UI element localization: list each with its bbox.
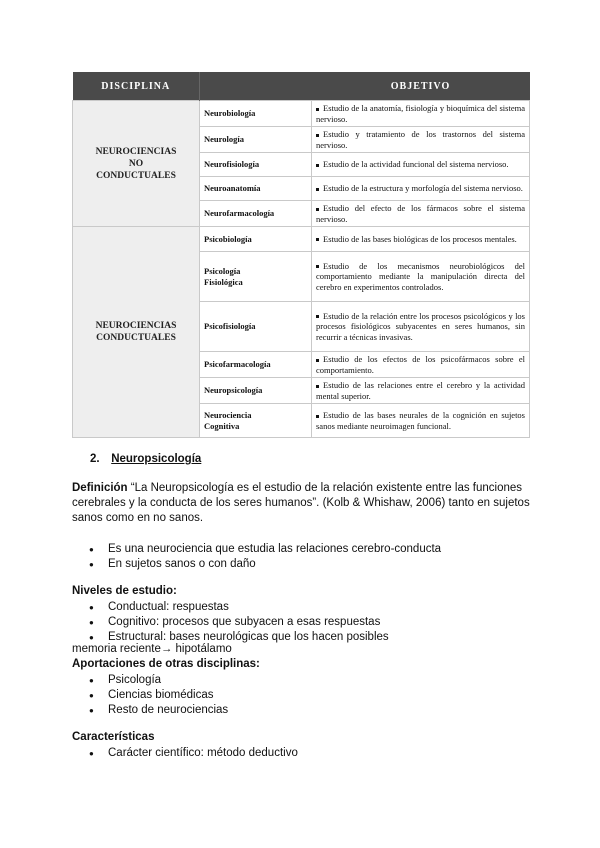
list-item: ● Cognitivo: procesos que subyacen a esas respuestas bbox=[88, 615, 389, 630]
objective-text: Estudio de las bases biológicas de los procesos mentales. bbox=[323, 233, 517, 244]
objective-text: Estudio y tratamiento de los trastornos del sistema nervioso. bbox=[316, 129, 525, 150]
objective-text: Estudio del efecto de los fármacos sobre el sistema nervioso. bbox=[316, 203, 525, 224]
objective-cell bbox=[312, 302, 530, 352]
objective-cell bbox=[312, 227, 530, 252]
group-label-line: NO bbox=[128, 158, 144, 169]
table-row bbox=[73, 101, 530, 127]
subdiscipline-cell bbox=[200, 352, 312, 378]
bullet-icon bbox=[316, 359, 319, 362]
list-item: ● Resto de neurociencias bbox=[88, 703, 228, 718]
subdiscipline-name: Neuroanatomía bbox=[204, 183, 261, 193]
levels-list bbox=[88, 600, 389, 645]
objective-cell bbox=[312, 101, 530, 127]
objective-cell bbox=[312, 177, 530, 201]
header-objective: OBJETIVO bbox=[312, 72, 530, 101]
levels-note: memoria reciente→ hipotálamo bbox=[72, 643, 232, 655]
objective-text: Estudio de la anatomía, fisiología y bioquímica del sistema nervioso. bbox=[316, 103, 525, 124]
objective-text: Estudio de la estructura y morfología del sistema nervioso. bbox=[323, 183, 523, 194]
bullet-icon bbox=[316, 108, 319, 111]
bullet-icon bbox=[316, 208, 319, 211]
subdiscipline-cell bbox=[200, 302, 312, 352]
disciplines-table bbox=[72, 72, 530, 438]
header-spacer bbox=[200, 72, 312, 101]
subdiscipline-name: Psicología bbox=[204, 265, 241, 276]
list-item: ● Psicología bbox=[88, 673, 228, 688]
subdiscipline-name: Psicofarmacología bbox=[204, 359, 271, 369]
objective-text: Estudio de las relaciones entre el cerebro y la actividad mental superior. bbox=[316, 380, 525, 401]
bullet-icon bbox=[316, 164, 319, 167]
features-title: Características bbox=[72, 731, 155, 743]
list-item: ● Estructural: bases neurológicas que los hacen posibles bbox=[88, 630, 389, 645]
contributions-list bbox=[88, 673, 228, 718]
subdiscipline-name: Neuropsicología bbox=[204, 385, 263, 395]
contributions-title: Aportaciones de otras disciplinas: bbox=[72, 658, 260, 670]
definition-label: Definición bbox=[72, 482, 128, 494]
bullet-icon bbox=[316, 134, 319, 137]
subdiscipline-cell bbox=[200, 404, 312, 438]
objective-text: Estudio de la relación entre los procesos psicológicos y los procesos fisiológicos subyacentes en seres humanos, sin recurrir a técnicas invasivas. bbox=[316, 310, 525, 342]
objective-cell bbox=[312, 127, 530, 153]
list-item: ● En sujetos sanos o con daño bbox=[88, 557, 441, 572]
section-title: Neuropsicología bbox=[111, 453, 202, 465]
list-item: ● Conductual: respuestas bbox=[88, 600, 389, 615]
section-heading bbox=[90, 453, 201, 465]
section-number: 2. bbox=[90, 453, 100, 465]
group-label-line: NEUROCIENCIAS bbox=[95, 321, 177, 331]
objective-cell bbox=[312, 201, 530, 227]
subdiscipline-cell bbox=[200, 101, 312, 127]
bullet-icon bbox=[316, 385, 319, 388]
subdiscipline-cell bbox=[200, 378, 312, 404]
objective-text: Estudio de los efectos de los psicofármacos sobre el comportamiento. bbox=[316, 354, 525, 375]
objective-text: Estudio de los mecanismos neurobiológicos del comportamiento mediante la manipulación directa del cerebro en experimentos controlados. bbox=[316, 260, 525, 292]
list-item: ● Carácter científico: método deductivo bbox=[88, 746, 298, 761]
header-discipline: DISCIPLINA bbox=[73, 72, 200, 101]
subdiscipline-name: Neurofarmacología bbox=[204, 208, 275, 218]
group-label-line: CONDUCTUALES bbox=[96, 170, 176, 181]
bullet-icon bbox=[316, 315, 319, 318]
subdiscipline-name: Neurobiología bbox=[204, 108, 256, 118]
subdiscipline-name: Cognitiva bbox=[204, 420, 240, 431]
list-item: ● Ciencias biomédicas bbox=[88, 688, 228, 703]
disciplines-table-grid bbox=[72, 72, 530, 438]
group-label bbox=[73, 227, 200, 438]
intro-bullets bbox=[88, 542, 441, 572]
group-label-line: CONDUCTUALES bbox=[96, 333, 176, 343]
subdiscipline-cell bbox=[200, 252, 312, 302]
subdiscipline-cell bbox=[200, 177, 312, 201]
bullet-icon bbox=[316, 188, 319, 191]
subdiscipline-cell bbox=[200, 227, 312, 252]
definition-paragraph bbox=[72, 481, 542, 526]
objective-cell bbox=[312, 378, 530, 404]
subdiscipline-name: Neurofisiología bbox=[204, 159, 260, 169]
subdiscipline-name: Neurociencia bbox=[204, 409, 252, 420]
subdiscipline-name: Fisiológica bbox=[204, 276, 243, 287]
objective-cell bbox=[312, 404, 530, 438]
bullet-icon bbox=[316, 415, 319, 418]
features-list bbox=[88, 746, 298, 761]
objective-cell bbox=[312, 352, 530, 378]
list-item: ● Es una neurociencia que estudia las relaciones cerebro-conducta bbox=[88, 542, 441, 557]
objective-cell bbox=[312, 153, 530, 177]
levels-title: Niveles de estudio: bbox=[72, 585, 177, 597]
bullet-icon bbox=[316, 265, 319, 268]
subdiscipline-cell bbox=[200, 127, 312, 153]
group-label-line: NEUROCIENCIAS bbox=[95, 146, 177, 157]
table-row bbox=[73, 227, 530, 252]
group-label bbox=[73, 101, 200, 227]
subdiscipline-cell bbox=[200, 201, 312, 227]
subdiscipline-name: Neurología bbox=[204, 134, 244, 144]
bullet-icon bbox=[316, 238, 319, 241]
subdiscipline-name: Psicobiología bbox=[204, 233, 252, 244]
objective-cell bbox=[312, 252, 530, 302]
definition-text: “La Neuropsicología es el estudio de la relación existente entre las funciones cerebrales y la conducta de los seres humanos”. (Kolb & Whishaw, 2006) tanto en sujetos sanos como en no sanos. bbox=[72, 482, 530, 524]
objective-text: Estudio de las bases neurales de la cognición en sujetos sanos mediante neuroimagen funcional. bbox=[316, 410, 525, 431]
subdiscipline-cell bbox=[200, 153, 312, 177]
subdiscipline-name: Psicofisiología bbox=[204, 321, 256, 331]
objective-text: Estudio de la actividad funcional del sistema nervioso. bbox=[323, 159, 509, 170]
